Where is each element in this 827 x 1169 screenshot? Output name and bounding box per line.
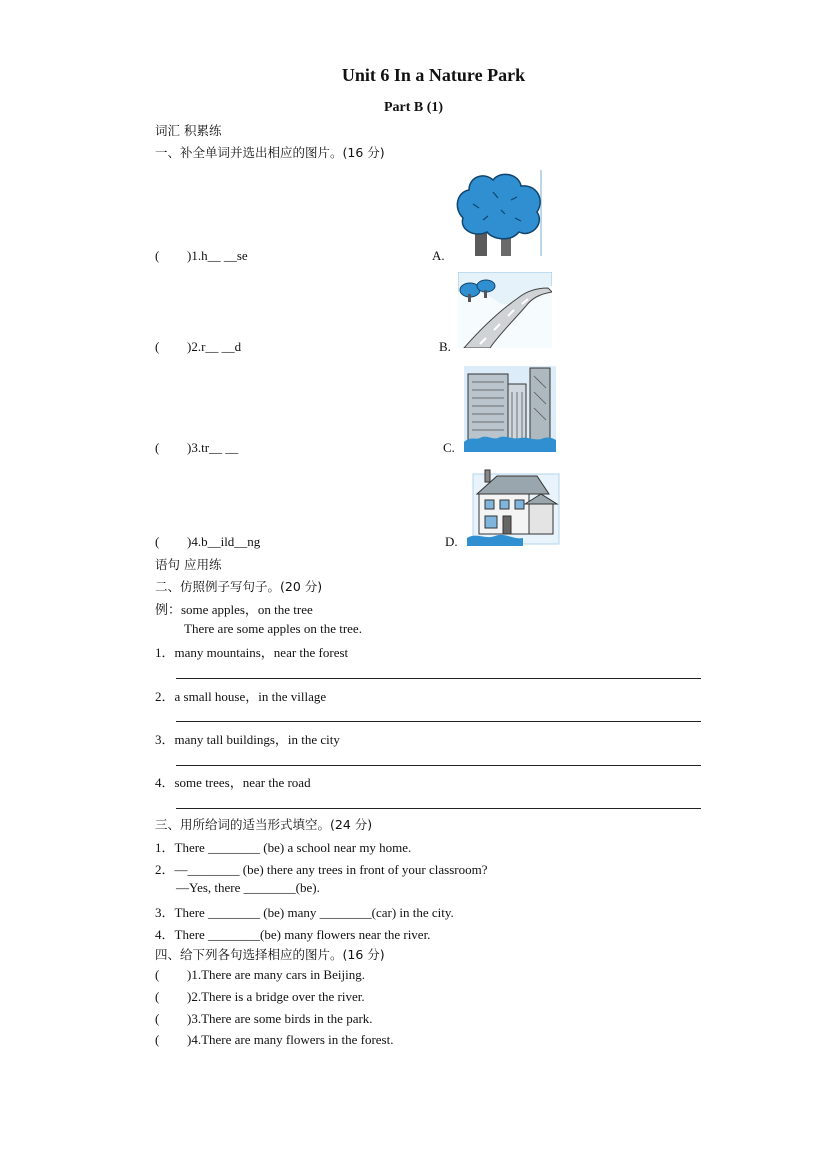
page-title: Unit 6 In a Nature Park — [341, 65, 526, 85]
section4-heading: 四、给下列各句选择相应的图片。(16 分) — [155, 947, 385, 962]
tree-picture — [453, 170, 545, 256]
example-prompt: 例：some apples，on the tree — [155, 602, 313, 617]
answer-paren: ( — [155, 1032, 160, 1047]
option-b-label: B. — [439, 339, 451, 354]
s4-item-1: )1.There are many cars in Beijing. — [187, 967, 365, 982]
s3-line-4: 4．There ________(be) many flowers near the river. — [155, 927, 431, 942]
answer-paren: ( — [155, 534, 160, 549]
answer-paren: ( — [155, 967, 160, 982]
s4-item-4: )4.There are many flowers in the forest. — [187, 1032, 394, 1047]
answer-line[interactable] — [176, 765, 701, 766]
s3-line-2-reply: —Yes, there ________(be). — [176, 880, 320, 895]
s1-item-3: )3.tr__ __ — [187, 440, 239, 455]
road-picture — [458, 272, 552, 348]
answer-line[interactable] — [176, 721, 701, 722]
s3-line-3: 3．There ________ (be) many ________(car) in the city. — [155, 905, 454, 920]
s3-line-2: 2．—________ (be) there any trees in front of your classroom? — [155, 862, 488, 877]
category-vocab: 词汇 积累练 — [155, 123, 222, 138]
house-picture — [467, 468, 561, 546]
s4-item-2: )2.There is a bridge over the river. — [187, 989, 365, 1004]
answer-line[interactable] — [176, 808, 701, 809]
example-answer: There are some apples on the tree. — [184, 621, 362, 636]
s4-item-3: )3.There are some birds in the park. — [187, 1011, 373, 1026]
s1-item-4: )4.b__ild__ng — [187, 534, 261, 549]
option-a-label: A. — [432, 248, 445, 263]
s3-line-1: 1．There ________ (be) a school near my home. — [155, 840, 412, 855]
option-c-label: C. — [443, 440, 455, 455]
answer-paren: ( — [155, 248, 160, 263]
answer-paren: ( — [155, 989, 160, 1004]
s1-item-2: )2.r__ __d — [187, 339, 242, 354]
section3-heading: 三、用所给词的适当形式填空。(24 分) — [155, 817, 373, 832]
s2-item-2: 2．a small house，in the village — [155, 689, 327, 704]
section2-heading: 二、仿照例子写句子。(20 分) — [155, 579, 323, 594]
answer-line[interactable] — [176, 678, 701, 679]
section1-heading: 一、补全单词并选出相应的图片。(16 分) — [155, 145, 385, 160]
option-d-label: D. — [445, 534, 458, 549]
s2-item-3: 3．many tall buildings，in the city — [155, 732, 340, 747]
category-sentence: 语句 应用练 — [155, 557, 222, 572]
tall-buildings-picture — [464, 366, 556, 452]
s1-item-1: )1.h__ __se — [187, 248, 248, 263]
s2-item-4: 4．some trees，near the road — [155, 775, 311, 790]
s2-item-1: 1．many mountains，near the forest — [155, 645, 349, 660]
answer-paren: ( — [155, 1011, 160, 1026]
answer-paren: ( — [155, 440, 160, 455]
answer-paren: ( — [155, 339, 160, 354]
page-subtitle: Part B (1) — [383, 100, 444, 115]
